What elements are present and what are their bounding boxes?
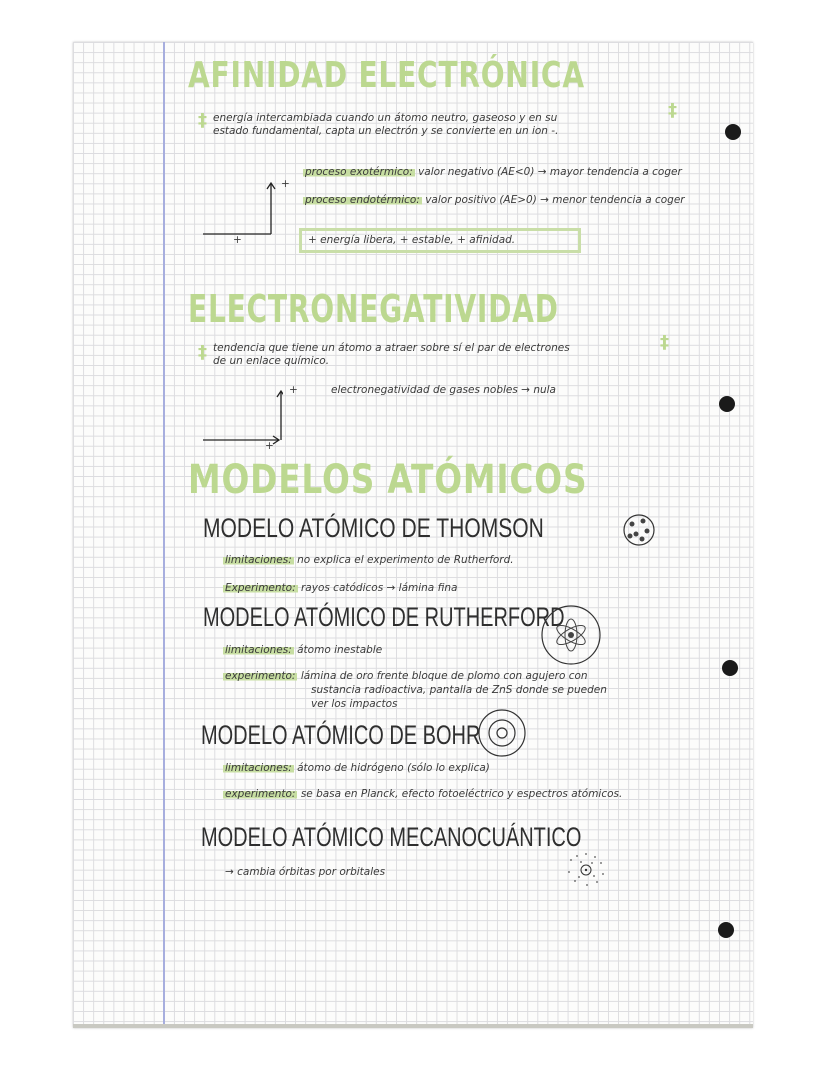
process-endotermico — [303, 194, 685, 207]
model-title-mecanocuantico: MODELO ATÓMICO MECANOCUÁNTICO — [201, 822, 582, 852]
model-title-rutherford: MODELO ATÓMICO DE RUTHERFORD — [203, 602, 565, 632]
star-icon: ‡ — [198, 110, 207, 131]
star-icon: ‡ — [660, 332, 669, 353]
thomson-atom-icon — [621, 512, 657, 548]
axis-plus-bottom: + — [233, 234, 242, 246]
punch-hole — [719, 396, 735, 412]
definition-electronegatividad: tendencia que tiene un átomo a atraer sobre sí el par de electrones de un enlace químico. — [213, 342, 570, 367]
thomson-experimento — [223, 582, 457, 595]
experimento-label: experimento: — [225, 788, 296, 800]
axis-diagram — [203, 382, 298, 452]
rutherford-atom-icon — [538, 602, 604, 668]
thomson-limitaciones — [223, 554, 514, 567]
rutherford-limitaciones — [223, 644, 382, 657]
axis-plus-top: + — [281, 178, 290, 190]
punch-hole — [718, 922, 734, 938]
limitaciones-label: limitaciones: — [225, 762, 292, 774]
section-title-modelos: MODELOS ATÓMICOS — [188, 457, 588, 503]
summary-box: + energía libera, + estable, + afinidad. — [299, 228, 581, 253]
process1-label: proceso exotérmico: — [305, 166, 413, 178]
limitaciones-text: no explica el experimento de Rutherford. — [297, 554, 514, 566]
section-title-electronegatividad: ELECTRONEGATIVIDAD — [188, 287, 559, 331]
bohr-atom-icon — [475, 706, 529, 760]
punch-hole — [722, 660, 738, 676]
star-icon: ‡ — [198, 342, 207, 363]
limitaciones-text: átomo inestable — [297, 644, 383, 656]
notebook-page — [73, 42, 753, 1028]
limitaciones-label: limitaciones: — [225, 644, 292, 656]
experimento-text: rayos catódicos → lámina fina — [300, 582, 458, 594]
page-bottom-edge — [73, 1024, 753, 1028]
electron-cloud-icon — [561, 850, 611, 890]
limitaciones-text: átomo de hidrógeno (sólo lo explica) — [297, 762, 490, 774]
cuantico-text: → cambia órbitas por orbitales — [225, 866, 386, 878]
bohr-limitaciones — [223, 762, 490, 775]
experimento-text: se basa en Planck, efecto fotoeléctrico y espectros atómicos. — [300, 788, 623, 800]
star-icon: ‡ — [668, 100, 677, 121]
model-title-bohr: MODELO ATÓMICO DE BOHR — [201, 720, 481, 750]
axes-arrow-icon — [203, 174, 283, 244]
definition-afinidad: energía intercambiada cuando un átomo neutro, gaseoso y en su estado fundamental, capta un electrón y se convierte en un ion -. — [213, 112, 559, 137]
experimento-label: Experimento: — [225, 582, 296, 594]
experimento-text: lámina de oro frente bloque de plomo con agujero con — [300, 670, 588, 682]
axis-plus-top: + — [289, 384, 298, 396]
experimento-label: experimento: — [225, 670, 296, 682]
limitaciones-label: limitaciones: — [225, 554, 292, 566]
rutherford-experimento-line2: sustancia radioactiva, pantalla de ZnS donde se pueden — [311, 684, 607, 696]
note-gases-nobles: electronegatividad de gases nobles → nula — [331, 384, 556, 396]
axis-diagram — [203, 174, 290, 246]
margin-line — [163, 42, 165, 1028]
process1-text: valor negativo (AE<0) → mayor tendencia a coger — [418, 166, 682, 178]
process2-text: valor positivo (AE>0) → menor tendencia a coger — [425, 194, 685, 206]
process2-label: proceso endotérmico: — [305, 194, 420, 206]
punch-hole — [725, 124, 741, 140]
bohr-experimento — [223, 788, 622, 801]
process-exotermico — [303, 166, 682, 179]
axis-plus-bottom: + — [265, 440, 274, 452]
rutherford-experimento — [223, 670, 588, 683]
section-title-afinidad: AFINIDAD ELECTRÓNICA — [188, 55, 585, 96]
model-title-thomson: MODELO ATÓMICO DE THOMSON — [203, 513, 544, 543]
rutherford-experimento-line3: ver los impactos — [311, 698, 398, 710]
